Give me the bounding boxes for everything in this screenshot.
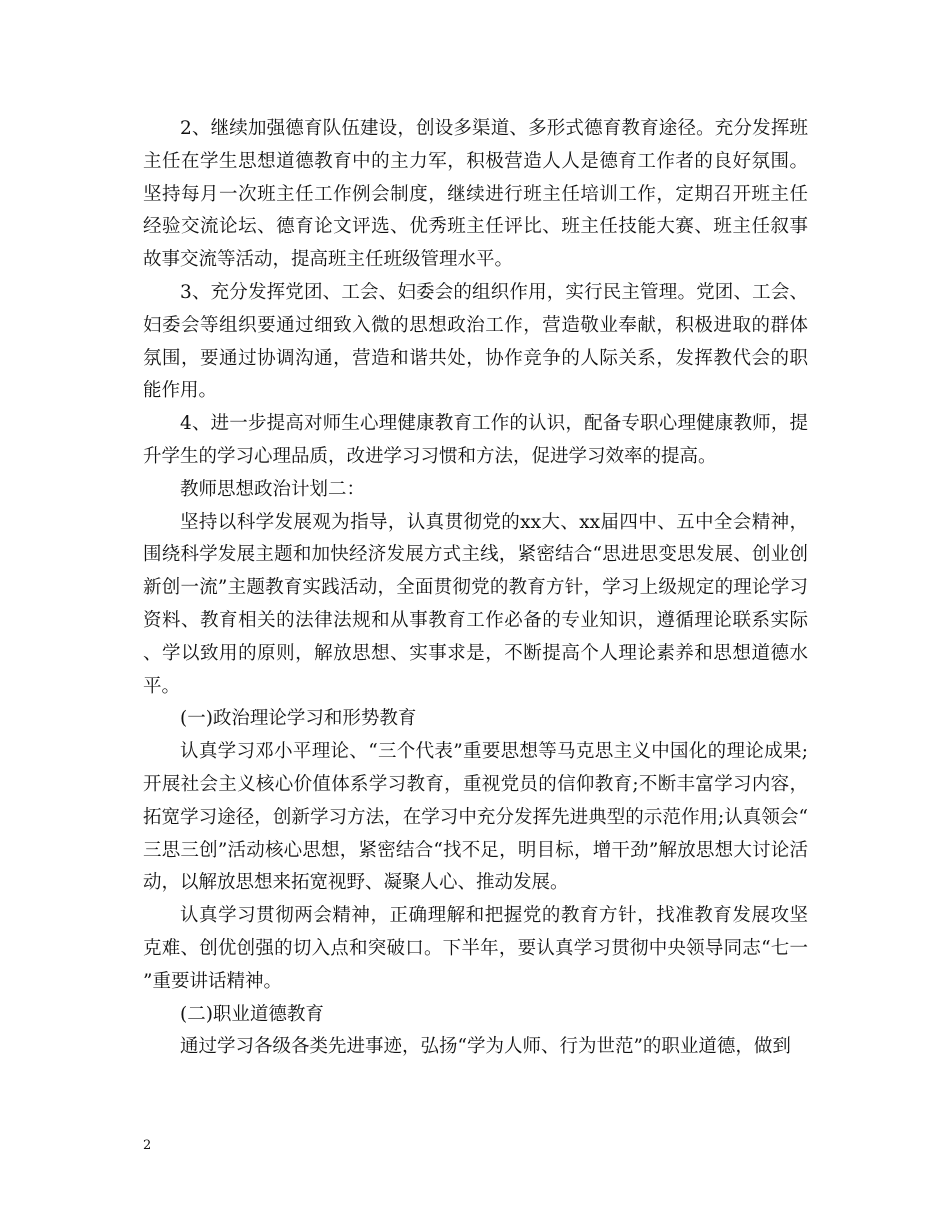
paragraph-2: 3、充分发挥党团、工会、妇委会的组织作用，实行民主管理。党团、工会、妇委会等组织要通过细致入微的思想政治工作，营造敬业奉献，积极进取的群体氛围，要通过协调沟通，营造和谐共处，协作竞争的人际关系，发挥教代会的职能作用。 bbox=[143, 281, 808, 402]
section-heading-professional-ethics: (二)职业道德教育 bbox=[180, 1003, 324, 1025]
body-text bbox=[143, 113, 808, 1064]
paragraph-1: 2、继续加强德育队伍建设，创设多渠道、多形式德育教育途径。充分发挥班主任在学生思想道德教育中的主力军，积极营造人人是德育工作者的良好氛围。坚持每月一次班主任工作例会制度，继续进行班主任培训工作，定期召开班主任经验交流论坛、德育论文评选、优秀班主任评比、班主任技能大赛、班主任叙事故事交流等活动，提高班主任班级管理水平。 bbox=[143, 118, 808, 271]
paragraph-7: 认真学习邓小平理论、“三个代表”重要思想等马克思主义中国化的理论成果;开展社会主义核心价值体系学习教育，重视党员的信仰教育;不断丰富学习内容，拓宽学习途径，创新学习方法，在学习中充分发挥先进典型的示范作用;认真领会“三思三创”活动核心思想，紧密结合“找不足，明目标，增干劲”解放思想大讨论活动，以解放思想来拓宽视野、凝聚人心、推动发展。 bbox=[143, 741, 808, 894]
paragraph-10: 通过学习各级各类先进事迹，弘扬“学为人师、行为世范”的职业道德，做到 bbox=[180, 1036, 791, 1058]
section-heading-plan-two: 教师思想政治计划二： bbox=[180, 478, 366, 500]
page-number: 2 bbox=[143, 1138, 152, 1153]
paragraph-8: 认真学习贯彻两会精神，正确理解和把握党的教育方针，找准教育发展攻坚克难、创优创强的切入点和突破口。下半年，要认真学习贯彻中央领导同志“七一”重要讲话精神。 bbox=[143, 905, 808, 992]
paragraph-3: 4、进一步提高对师生心理健康教育工作的认识，配备专职心理健康教师，提升学生的学习心理品质，改进学习习惯和方法，促进学习效率的提高。 bbox=[143, 413, 808, 467]
section-heading-political-theory: (一)政治理论学习和形势教育 bbox=[180, 708, 417, 730]
paragraph-5: 坚持以科学发展观为指导，认真贯彻党的xx大、xx届四中、五中全会精神，围绕科学发展主题和加快经济发展方式主线，紧密结合“思进思变思发展、创业创新创一流”主题教育实践活动，全面贯彻党的教育方针，学习上级规定的理论学习资料、教育相关的法律法规和从事教育工作必备的专业知识，遵循理论联系实际、学以致用的原则，解放思想、实事求是，不断提高个人理论素养和思想道德水平。 bbox=[143, 511, 808, 697]
